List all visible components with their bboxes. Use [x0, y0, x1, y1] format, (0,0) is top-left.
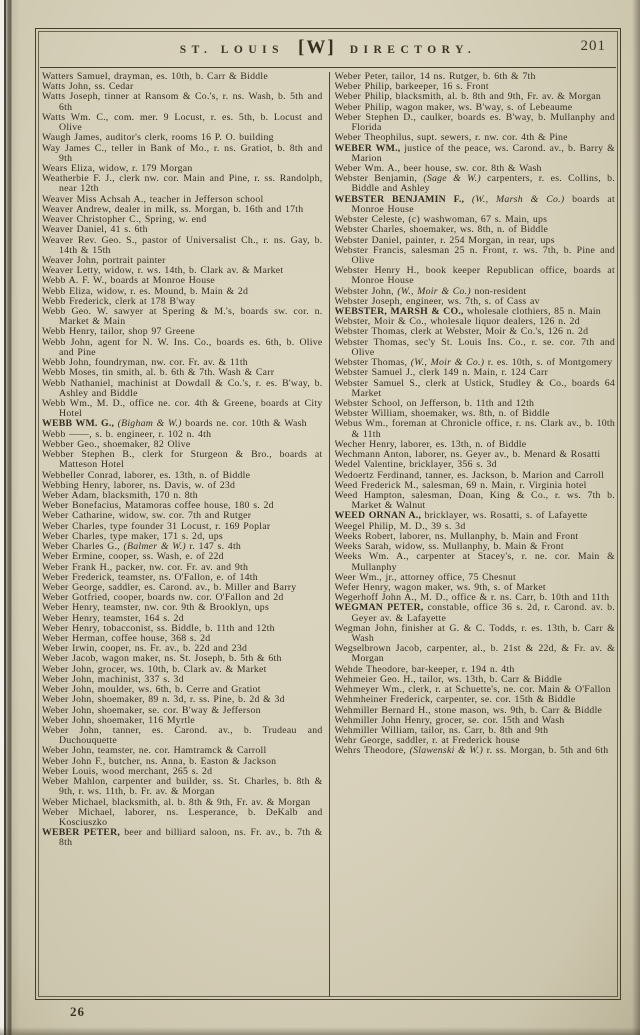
directory-entry: WEGMAN PETER, constable, office 36 s. 2d, r. Carond. av. b. Geyer av. & Lafayette	[334, 602, 615, 624]
directory-entry: Webbeller Conrad, laborer, es. 13th, n. of Biddle	[42, 469, 251, 481]
directory-entry: Weber Jacob, wagon maker, ns. St. Joseph, b. 5th & 6th	[42, 653, 282, 665]
directory-entry: Weber John, grocer, ws. 10th, b. Clark av. & Market	[42, 663, 267, 675]
directory-entry: WEBER WM., justice of the peace, ws. Carond. av., b. Barry & Marion	[334, 142, 615, 164]
directory-entry: Weber Michael, laborer, ns. Lesperance, b. DeKalb and Kosciuszko	[42, 806, 323, 828]
directory-entry: Weaver Daniel, 41 s. 6th	[42, 224, 148, 236]
directory-entry: Webb John, agent for N. W. Ins. Co., boards es. 6th, b. Olive and Pine	[42, 336, 323, 358]
directory-entry: Webster School, on Jefferson, b. 11th and 12th	[334, 398, 535, 409]
directory-entry: Webb Henry, tailor, shop 97 Greene	[42, 326, 195, 338]
directory-entry: Weber Mahlon, carpenter and builder, ss. St. Charles, b. 8th & 9th, r. ws. 11th, b. Fr. av. & Morgan	[42, 776, 323, 798]
directory-entry: Webster Charles, shoemaker, ws. 8th, n. of Biddle	[334, 224, 549, 236]
directory-entry: Weber Michael, blacksmith, al. b. 8th & 9th, Fr. av. & Morgan	[42, 796, 311, 808]
directory-entry: Webb Frederick, clerk at 178 B'way	[42, 295, 196, 307]
directory-entry: Webster Francis, salesman 25 n. Front, r. ws. 7th, b. Pine and Olive	[334, 244, 615, 266]
directory-entry: Weber Herman, coffee house, 368 s. 2d	[42, 633, 211, 645]
directory-entry: Weber Henry, teamster, 164 s. 2d	[42, 612, 184, 624]
directory-entry: Weber Henry, teamster, nw. cor. 9th & Brooklyn, ups	[42, 602, 270, 614]
directory-entry: Webster Joseph, engineer, ws. 7th, s. of Cass av	[334, 295, 540, 307]
directory-entry: Wears Eliza, widow, r. 179 Morgan	[42, 162, 193, 174]
directory-entry: Webster, Moir & Co., wholesale liquor dealers, 126 n. 2d	[334, 316, 580, 328]
directory-entry: WEBER PETER, beer and billiard saloon, ns. Fr. av., b. 7th & 8th	[42, 827, 323, 849]
directory-entry: Webb A. F. W., boards at Monroe House	[42, 275, 216, 287]
directory-entry: Webster Samuel S., clerk at Ustick, Studley & Co., boards 64 Market	[334, 377, 615, 399]
directory-entry: Way James C., teller in Bank of Mo., r. ns. Gratiot, b. 8th and 9th	[42, 142, 323, 164]
directory-entry: Webster Benjamin, (Sage & W.) carpenters, r. es. Collins, b. Biddle and Ashley	[334, 173, 615, 195]
directory-entry: Wehr George, saddler, r. at Frederick house	[334, 735, 520, 747]
directory-entry: Weaver Andrew, dealer in milk, ss. Morgan, b. 16th and 17th	[42, 203, 304, 215]
directory-entry: Webb Moses, tin smith, al. b. 6th & 7th. Wash & Carr	[42, 367, 275, 379]
page-number: 201	[580, 38, 606, 54]
directory-entry: Webb Wm., M. D., office ne. cor. 4th & Greene, boards at City Hotel	[42, 398, 323, 420]
directory-entry: Wehde Theodore, bar-keeper, r. 194 n. 4th	[334, 663, 515, 675]
directory-entry: Wehmiller John Henry, grocer, se. cor. 15th and Wash	[334, 714, 565, 726]
page-header	[36, 29, 620, 67]
directory-columns	[36, 69, 620, 997]
directory-entry: Watts Wm. C., com. mer. 9 Locust, r. es. 5th, b. Locust and Olive	[42, 111, 323, 134]
signature-mark: 26	[70, 1004, 85, 1019]
directory-entry: Weber Stephen D., caulker, boards es. B'way, b. Mullanphy and Florida	[334, 111, 615, 134]
directory-entry: Wefer Henry, wagon maker, ws. 9th, s. of Market	[334, 581, 546, 593]
directory-entry: Weeks Sarah, widow, ss. Mullanphy, b. Main & Front	[334, 541, 564, 553]
directory-entry: Weber Frederick, teamster, ns. O'Fallon, e. of 14th	[42, 571, 258, 583]
directory-entry: Weber Philip, blacksmith, al. b. 8th and 9th, Fr. av. & Morgan	[334, 91, 601, 103]
directory-entry: Weber Charles G., (Balmer & W.) r. 147 s. 4th	[42, 541, 242, 553]
directory-entry: Watts Joseph, tinner at Ransom & Co.'s, r. ns. Wash, b. 5th and 6th	[42, 91, 323, 113]
directory-entry: Wedel Valentine, bricklayer, 356 s. 3d	[334, 459, 497, 471]
directory-entry: Watters Samuel, drayman, es. 10th, b. Carr & Biddle	[42, 72, 268, 82]
directory-entry: Webster Celeste, (c) washwoman, 67 s. Main, ups	[334, 214, 548, 226]
directory-entry: Weber Bonefacius, Matamoras coffee house, 180 s. 2d	[42, 500, 274, 512]
directory-entry: Waugh James, auditor's clerk, rooms 16 P. O. building	[42, 132, 274, 144]
directory-entry: Weegel Philip, M. D., 39 s. 3d	[334, 520, 466, 532]
directory-entry: Weaver Christopher C., Spring, w. end	[42, 214, 207, 226]
directory-entry: Webb Eliza, widow, r. es. Mound, b. Main & 2d	[42, 285, 249, 297]
directory-entry: Webus Wm., foreman at Chronicle office, r. ns. Clark av., b. 10th & 11th	[334, 418, 615, 440]
directory-entry: Watts John, ss. Cedar	[42, 81, 134, 93]
directory-entry: Weaver Rev. Geo. S., pastor of Universalist Ch., r. ns. Gay, b. 14th & 15th	[42, 234, 323, 256]
directory-entry: Webster Henry H., book keeper Republican office, boards at Monroe House	[334, 265, 615, 287]
title-section-letter: [W]	[298, 37, 336, 58]
directory-entry: Weber John F., butcher, ns. Anna, b. Easton & Jackson	[42, 755, 277, 767]
directory-entry: Weeks Wm. A., carpenter at Stacey's, r. ne. cor. Main & Mullanphy	[334, 551, 615, 573]
directory-entry: Wegerhoff John A., M. D., office & r. ns. Carr, b. 10th and 11th	[334, 592, 610, 604]
directory-entry: Weber Charles, type maker, 171 s. 2d, ups	[42, 530, 223, 542]
directory-entry: Weber Gotfried, cooper, boards nw. cor. O'Fallon and 2d	[42, 592, 284, 604]
directory-entry: Weaver John, portrait painter	[42, 254, 166, 266]
directory-entry: Weber John, shoemaker, se. cor. B'way & Jefferson	[42, 704, 261, 716]
directory-entry: Wehmiller William, tailor, ns. Carr, b. 8th and 9th	[334, 725, 549, 736]
directory-entry: Weber Wm. A., beer house, sw. cor. 8th & Wash	[334, 162, 542, 174]
directory-entry: Weber Catharine, widow, sw. cor. 7th and Rutger	[42, 510, 252, 522]
directory-entry: Wehmiller Bernard H., stone mason, ws. 9th, b. Carr & Biddle	[334, 704, 603, 716]
directory-entry: Weber John, machinist, 337 s. 3d	[42, 673, 184, 685]
column-divider	[329, 72, 330, 997]
directory-entry: Weber Philip, barkeeper, 16 s. Front	[334, 81, 489, 93]
directory-entry: Webb John, foundryman, nw. cor. Fr. av. & 11th	[42, 357, 248, 369]
directory-entry: Weber Ermine, cooper, ss. Wash, e. of 22d	[42, 551, 224, 563]
directory-entry: Weber George, saddler, es. Carond. av., b. Miller and Barry	[42, 581, 297, 593]
directory-entry: Weber Irwin, cooper, ns. Fr. av., b. 22d and 23d	[42, 643, 248, 655]
directory-entry: Wehmeyer Wm., clerk, r. at Schuette's, ne. cor. Main & O'Fallon	[334, 684, 611, 696]
directory-entry: Weer Wm., jr., attorney office, 75 Chesnut	[334, 571, 516, 583]
directory-entry: WEBB WM. G., (Bigham & W.) boards ne. cor. 10th & Wash	[42, 418, 307, 430]
directory-entry: Weed Frederick M., salesman, 69 n. Main, r. Virginia hotel	[334, 479, 587, 491]
directory-entry: WEBSTER BENJAMIN F., (W., Marsh & Co.) boards at Monroe House	[334, 193, 615, 215]
directory-entry: Weber Henry, tobacconist, ss. Biddle, b. 11th and 12th	[42, 622, 275, 634]
directory-entry: Weber Adam, blacksmith, 170 n. 8th	[42, 489, 198, 501]
directory-entry: Wechmann Anton, laborer, ns. Geyer av., b. Menard & Rosatti	[334, 449, 601, 461]
directory-entry: Weber John, moulder, ws. 6th, b. Cerre and Gratiot	[42, 684, 261, 696]
directory-entry: Wegman John, finisher at G. & C. Todds, r. es. 13th, b. Carr & Wash	[334, 622, 615, 645]
directory-entry: Weber Charles, type founder 31 Locust, r. 169 Poplar	[42, 520, 271, 532]
directory-entry: Weed Hampton, salesman, Doan, King & Co., r. ws. 7th b. Market & Walnut	[334, 489, 615, 512]
directory-entry: Weaver Letty, widow, r. ws. 14th, b. Clark av. & Market	[42, 265, 284, 277]
directory-entry: Webster Daniel, painter, r. 254 Morgan, in rear, ups	[334, 234, 555, 246]
directory-entry: WEBSTER, MARSH & CO., wholesale clothiers, 85 n. Main	[334, 306, 601, 318]
directory-entry: Weatherbie F. J., clerk nw. cor. Main and Pine, r. ss. Randolph, near 12th	[42, 173, 323, 195]
directory-entry: Webster Thomas, (W., Moir & Co.) r. es. 10th, s. of Montgomery	[334, 357, 613, 369]
column-left	[42, 72, 323, 997]
directory-entry: Webber Stephen B., clerk for Sturgeon & Bro., boards at Matteson Hotel	[42, 449, 323, 471]
directory-entry: Wehmeier Geo. H., tailor, ws. 13th, b. Carr & Biddle	[334, 673, 562, 685]
directory-entry: Webster John, (W., Moir & Co.) non-resident	[334, 285, 527, 297]
title-directory: DIRECTORY.	[349, 44, 477, 56]
directory-entry: Wehrs Theodore, (Slawenski & W.) r. ss. Morgan, b. 5th and 6th	[334, 745, 609, 757]
directory-entry: Weber John, tanner, es. Carond. av., b. Trudeau and Duchouquette	[42, 725, 323, 747]
directory-entry: Weber Louis, wood merchant, 265 s. 2d	[42, 765, 213, 777]
page-frame	[35, 28, 621, 1000]
directory-entry: Webb Geo. W. sawyer at Spering & M.'s, boards sw. cor. n. Market & Main	[42, 306, 323, 328]
directory-entry: Webber Geo., shoemaker, 82 Olive	[42, 438, 191, 450]
directory-entry: Webster Thomas, clerk at Webster, Moir & Co.'s, 126 n. 2d	[334, 326, 589, 338]
directory-entry: Wecher Henry, laborer, es. 13th, n. of Biddle	[334, 438, 527, 450]
title-city: ST. LOUIS	[179, 44, 285, 56]
directory-entry: Weber Philip, wagon maker, ws. B'way, s. of Lebeaume	[334, 101, 573, 113]
directory-entry: Weber John, shoemaker, 116 Myrtle	[42, 714, 196, 726]
directory-entry: Weaver Miss Achsah A., teacher in Jefferson school	[42, 193, 264, 205]
directory-entry: Wedoertz Ferdinand, tanner, es. Jackson, b. Marion and Carroll	[334, 469, 605, 481]
directory-entry: Webbing Henry, laborer, ns. Davis, w. of 23d	[42, 479, 236, 491]
book-binding-edge	[0, 0, 20, 1035]
directory-entry: Weber Theophilus, supt. sewers, r. nw. cor. 4th & Pine	[334, 132, 568, 144]
directory-entry: Weber John, shoemaker, 89 n. 3d, r. ss. Pine, b. 2d & 3d	[42, 694, 285, 706]
directory-entry: Webb Nathaniel, machinist at Dowdall & Co.'s, r. es. B'way, b. Ashley and Biddle	[42, 377, 323, 399]
directory-entry: Wegselbrown Jacob, carpenter, al., b. 21st & 22d, & Fr. av. & Morgan	[334, 643, 615, 665]
directory-entry: Webster Thomas, sec'y St. Louis Ins. Co., r. se. cor. 7th and Olive	[334, 336, 615, 358]
directory-entry: Weber John, teamster, ne. cor. Hamtramck & Carroll	[42, 745, 267, 757]
directory-entry: Wehmheiner Frederick, carpenter, se. cor. 15th & Biddle	[334, 694, 576, 706]
header-rule	[40, 67, 616, 68]
page-bottom-edge	[0, 1027, 640, 1035]
directory-entry: Weber Frank H., packer, nw. cor. Fr. av. and 9th	[42, 561, 249, 573]
directory-entry: Weber Peter, tailor, 14 ns. Rutger, b. 6th & 7th	[334, 72, 536, 82]
directory-entry: Webb ——, s. b. engineer, r. 102 n. 4th	[42, 428, 212, 440]
directory-entry: Webster William, shoemaker, ws. 8th, n. of Biddle	[334, 408, 550, 420]
column-right	[335, 72, 616, 997]
directory-entry: WEED ORNAN A., bricklayer, ws. Rosatti, s. of Lafayette	[334, 510, 588, 522]
page-right-edge	[632, 0, 640, 1035]
directory-entry: Webster Samuel J., clerk 149 n. Main, r. 124 Carr	[334, 367, 548, 379]
directory-title	[180, 37, 476, 59]
directory-entry: Weeks Robert, laborer, ns. Mullanphy, b. Main and Front	[334, 530, 579, 542]
